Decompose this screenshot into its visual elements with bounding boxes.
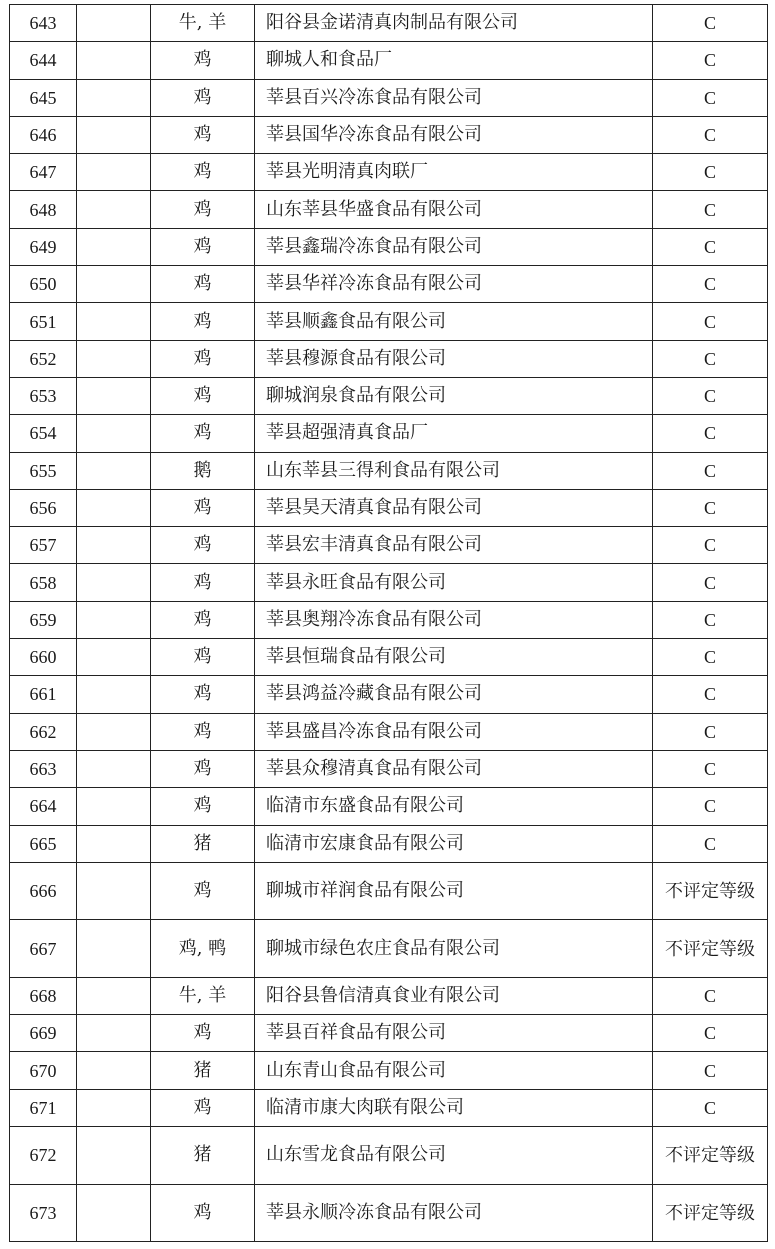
- cell-serial-number: 647: [10, 154, 77, 191]
- cell-company-name: 莘县盛昌冷冻食品有限公司: [255, 713, 653, 750]
- cell-company-name: 莘县华祥冷冻食品有限公司: [255, 266, 653, 303]
- cell-region: [77, 415, 151, 452]
- cell-region: [77, 228, 151, 265]
- cell-company-name: 莘县国华冷冻食品有限公司: [255, 116, 653, 153]
- table-row: [10, 303, 768, 340]
- cell-grade: C: [653, 116, 768, 153]
- cell-serial-number: 657: [10, 527, 77, 564]
- cell-region: [77, 1015, 151, 1052]
- cell-region: [77, 1127, 151, 1185]
- cell-species: 鸡: [151, 713, 255, 750]
- cell-serial-number: 651: [10, 303, 77, 340]
- cell-company-name: 莘县顺鑫食品有限公司: [255, 303, 653, 340]
- cell-species: 鸡: [151, 862, 255, 920]
- cell-company-name: 莘县超强清真食品厂: [255, 415, 653, 452]
- cell-region: [77, 42, 151, 79]
- cell-company-name: 聊城人和食品厂: [255, 42, 653, 79]
- cell-company-name: 莘县永顺冷冻食品有限公司: [255, 1184, 653, 1242]
- cell-serial-number: 662: [10, 713, 77, 750]
- cell-species: 猪: [151, 1052, 255, 1089]
- table-row: [10, 1089, 768, 1126]
- cell-species: 鸡: [151, 79, 255, 116]
- cell-company-name: 莘县昊天清真食品有限公司: [255, 489, 653, 526]
- table-row: [10, 42, 768, 79]
- cell-company-name: 聊城润泉食品有限公司: [255, 377, 653, 414]
- cell-species: 鸡: [151, 42, 255, 79]
- cell-grade: C: [653, 340, 768, 377]
- cell-company-name: 莘县鸿益冷藏食品有限公司: [255, 676, 653, 713]
- cell-species: 鸡, 鸭: [151, 920, 255, 978]
- cell-serial-number: 661: [10, 676, 77, 713]
- cell-species: 鸡: [151, 116, 255, 153]
- cell-grade: C: [653, 191, 768, 228]
- table-row: [10, 825, 768, 862]
- table-row: [10, 154, 768, 191]
- cell-company-name: 莘县恒瑞食品有限公司: [255, 639, 653, 676]
- cell-species: 鸡: [151, 303, 255, 340]
- cell-grade: C: [653, 601, 768, 638]
- cell-region: [77, 977, 151, 1014]
- cell-serial-number: 673: [10, 1184, 77, 1242]
- cell-serial-number: 655: [10, 452, 77, 489]
- cell-region: [77, 79, 151, 116]
- cell-company-name: 莘县永旺食品有限公司: [255, 564, 653, 601]
- cell-serial-number: 665: [10, 825, 77, 862]
- table-row: [10, 1127, 768, 1185]
- cell-region: [77, 489, 151, 526]
- cell-grade: C: [653, 5, 768, 42]
- cell-species: 鸡: [151, 489, 255, 526]
- cell-company-name: 莘县鑫瑞冷冻食品有限公司: [255, 228, 653, 265]
- cell-serial-number: 656: [10, 489, 77, 526]
- cell-serial-number: 658: [10, 564, 77, 601]
- cell-region: [77, 452, 151, 489]
- cell-species: 鸡: [151, 191, 255, 228]
- cell-region: [77, 676, 151, 713]
- cell-company-name: 山东雪龙食品有限公司: [255, 1127, 653, 1185]
- cell-species: 鸡: [151, 1089, 255, 1126]
- cell-serial-number: 645: [10, 79, 77, 116]
- table-row: [10, 415, 768, 452]
- cell-species: 鸡: [151, 564, 255, 601]
- table-row: [10, 977, 768, 1014]
- cell-species: 鸡: [151, 154, 255, 191]
- table-row: [10, 750, 768, 787]
- cell-species: 鸡: [151, 228, 255, 265]
- cell-grade: C: [653, 527, 768, 564]
- cell-species: 牛, 羊: [151, 5, 255, 42]
- cell-species: 鸡: [151, 639, 255, 676]
- cell-species: 鸡: [151, 527, 255, 564]
- table-row: [10, 920, 768, 978]
- cell-region: [77, 825, 151, 862]
- enterprise-grade-table: [9, 4, 768, 1242]
- cell-serial-number: 666: [10, 862, 77, 920]
- cell-grade: C: [653, 489, 768, 526]
- cell-region: [77, 1089, 151, 1126]
- cell-serial-number: 646: [10, 116, 77, 153]
- cell-species: 鸡: [151, 676, 255, 713]
- table-row: [10, 340, 768, 377]
- cell-region: [77, 116, 151, 153]
- cell-grade: C: [653, 750, 768, 787]
- cell-company-name: 阳谷县鲁信清真食业有限公司: [255, 977, 653, 1014]
- cell-grade: 不评定等级: [653, 1184, 768, 1242]
- cell-region: [77, 266, 151, 303]
- table-row: [10, 228, 768, 265]
- table-row: [10, 489, 768, 526]
- table-row: [10, 676, 768, 713]
- cell-region: [77, 750, 151, 787]
- cell-serial-number: 650: [10, 266, 77, 303]
- cell-grade: C: [653, 788, 768, 825]
- cell-species: 鸡: [151, 1184, 255, 1242]
- cell-region: [77, 5, 151, 42]
- cell-serial-number: 664: [10, 788, 77, 825]
- cell-region: [77, 564, 151, 601]
- cell-serial-number: 670: [10, 1052, 77, 1089]
- cell-grade: C: [653, 415, 768, 452]
- cell-species: 鸡: [151, 415, 255, 452]
- cell-grade: C: [653, 977, 768, 1014]
- table-row: [10, 377, 768, 414]
- table-row: [10, 713, 768, 750]
- cell-company-name: 临清市宏康食品有限公司: [255, 825, 653, 862]
- cell-grade: C: [653, 564, 768, 601]
- cell-serial-number: 671: [10, 1089, 77, 1126]
- cell-region: [77, 154, 151, 191]
- cell-serial-number: 659: [10, 601, 77, 638]
- cell-region: [77, 303, 151, 340]
- cell-company-name: 山东莘县华盛食品有限公司: [255, 191, 653, 228]
- cell-serial-number: 669: [10, 1015, 77, 1052]
- cell-company-name: 聊城市祥润食品有限公司: [255, 862, 653, 920]
- cell-region: [77, 191, 151, 228]
- cell-serial-number: 668: [10, 977, 77, 1014]
- table-row: [10, 1015, 768, 1052]
- cell-grade: C: [653, 1052, 768, 1089]
- table-row: [10, 5, 768, 42]
- table-row: [10, 266, 768, 303]
- cell-species: 鸡: [151, 377, 255, 414]
- cell-grade: C: [653, 79, 768, 116]
- cell-species: 牛, 羊: [151, 977, 255, 1014]
- cell-grade: C: [653, 639, 768, 676]
- cell-grade: C: [653, 154, 768, 191]
- cell-species: 鹅: [151, 452, 255, 489]
- cell-company-name: 山东莘县三得利食品有限公司: [255, 452, 653, 489]
- cell-company-name: 临清市康大肉联有限公司: [255, 1089, 653, 1126]
- cell-grade: C: [653, 303, 768, 340]
- cell-region: [77, 862, 151, 920]
- cell-grade: C: [653, 1015, 768, 1052]
- cell-grade: 不评定等级: [653, 862, 768, 920]
- cell-species: 猪: [151, 1127, 255, 1185]
- cell-serial-number: 667: [10, 920, 77, 978]
- cell-serial-number: 648: [10, 191, 77, 228]
- cell-serial-number: 672: [10, 1127, 77, 1185]
- cell-grade: C: [653, 228, 768, 265]
- cell-serial-number: 649: [10, 228, 77, 265]
- cell-region: [77, 788, 151, 825]
- table-body: [10, 5, 768, 1242]
- cell-company-name: 莘县宏丰清真食品有限公司: [255, 527, 653, 564]
- cell-serial-number: 644: [10, 42, 77, 79]
- cell-grade: 不评定等级: [653, 1127, 768, 1185]
- cell-company-name: 莘县穆源食品有限公司: [255, 340, 653, 377]
- cell-grade: C: [653, 825, 768, 862]
- cell-serial-number: 653: [10, 377, 77, 414]
- cell-grade: C: [653, 452, 768, 489]
- cell-region: [77, 1052, 151, 1089]
- cell-company-name: 莘县光明清真肉联厂: [255, 154, 653, 191]
- cell-company-name: 莘县奥翔冷冻食品有限公司: [255, 601, 653, 638]
- cell-species: 鸡: [151, 340, 255, 377]
- cell-region: [77, 639, 151, 676]
- cell-species: 猪: [151, 825, 255, 862]
- cell-species: 鸡: [151, 1015, 255, 1052]
- cell-company-name: 聊城市绿色农庄食品有限公司: [255, 920, 653, 978]
- cell-grade: C: [653, 42, 768, 79]
- cell-species: 鸡: [151, 750, 255, 787]
- cell-grade: C: [653, 1089, 768, 1126]
- table-row: [10, 527, 768, 564]
- table-row: [10, 116, 768, 153]
- cell-serial-number: 652: [10, 340, 77, 377]
- table-row: [10, 191, 768, 228]
- table-row: [10, 1184, 768, 1242]
- cell-species: 鸡: [151, 788, 255, 825]
- cell-company-name: 山东青山食品有限公司: [255, 1052, 653, 1089]
- table-row: [10, 601, 768, 638]
- cell-serial-number: 643: [10, 5, 77, 42]
- cell-region: [77, 377, 151, 414]
- cell-company-name: 莘县百祥食品有限公司: [255, 1015, 653, 1052]
- table-row: [10, 564, 768, 601]
- cell-company-name: 阳谷县金诺清真肉制品有限公司: [255, 5, 653, 42]
- table-row: [10, 862, 768, 920]
- cell-region: [77, 920, 151, 978]
- table-row: [10, 788, 768, 825]
- cell-grade: C: [653, 266, 768, 303]
- table-row: [10, 1052, 768, 1089]
- cell-grade: C: [653, 713, 768, 750]
- cell-serial-number: 660: [10, 639, 77, 676]
- cell-grade: 不评定等级: [653, 920, 768, 978]
- cell-grade: C: [653, 377, 768, 414]
- cell-serial-number: 654: [10, 415, 77, 452]
- table-row: [10, 79, 768, 116]
- table-row: [10, 452, 768, 489]
- cell-company-name: 临清市东盛食品有限公司: [255, 788, 653, 825]
- cell-serial-number: 663: [10, 750, 77, 787]
- cell-region: [77, 601, 151, 638]
- cell-company-name: 莘县众穆清真食品有限公司: [255, 750, 653, 787]
- cell-company-name: 莘县百兴冷冻食品有限公司: [255, 79, 653, 116]
- cell-grade: C: [653, 676, 768, 713]
- cell-species: 鸡: [151, 266, 255, 303]
- cell-region: [77, 527, 151, 564]
- table-row: [10, 639, 768, 676]
- cell-region: [77, 340, 151, 377]
- cell-region: [77, 1184, 151, 1242]
- cell-region: [77, 713, 151, 750]
- cell-species: 鸡: [151, 601, 255, 638]
